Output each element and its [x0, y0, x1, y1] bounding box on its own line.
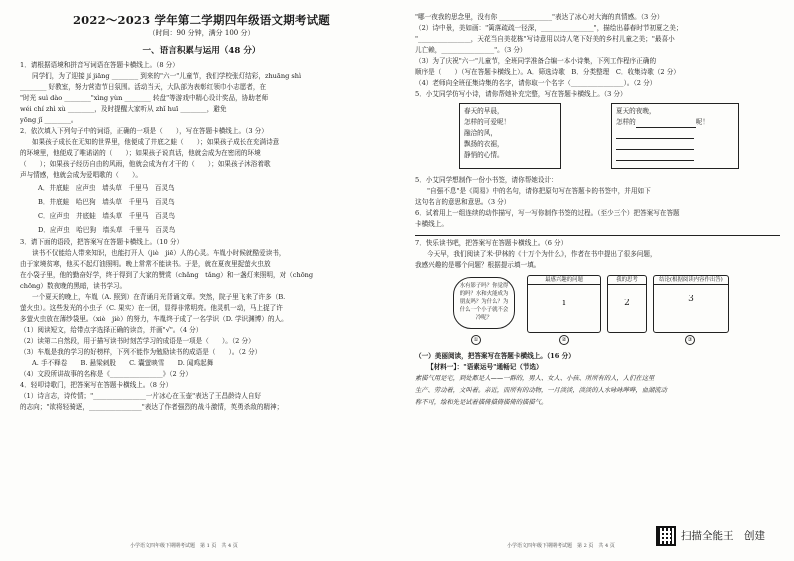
answer-blank[interactable] — [616, 142, 694, 150]
text-line: 多萤火虫放在薄纱袋里。（xiè jiè）的努力，车胤终于成了一名学识（D. 学识渊博）的人。 — [20, 315, 288, 323]
text-line: A. 手不释卷 B. 悬梁刺股 C. 囊萤映雪 D. 闻鸡起舞 — [32, 359, 214, 367]
text-line: （2）诗中景，美如画："篱落疏疏一径深，________________"，描绘出暮春时节初夏之美； — [415, 24, 683, 32]
text-line: （3）车胤是我的学习的好榜样，下列不能作为勉励读书的成语是（ ）。（2 分） — [20, 348, 262, 356]
answer-blank[interactable] — [616, 153, 694, 161]
page-right — [397, 0, 794, 561]
poem-line: 春天的早晨， — [464, 107, 504, 115]
option-c: C．应声虫 井底蛙 墙头草 千里马 百灵鸟 — [38, 212, 175, 220]
poem-line: 怎样的 呢！ — [616, 118, 709, 126]
poem-area — [415, 103, 780, 171]
box-conclusion: 结论(根据阅读内容作出答) 3 — [653, 275, 729, 333]
section-heading: 一、语言积累与运用（48 分） — [142, 46, 261, 56]
section-heading: （一）美丽阅读，把答案写在答题卡横线上。（16 分） — [415, 352, 575, 360]
text-line: （1）阅读短文，给带点字选择正确的读音，并画"√"。（4 分） — [20, 326, 203, 334]
poem-line: 怎样的可爱呢！ — [464, 118, 511, 126]
text-line: 今天早，我们阅读了米·伊林的《十万个为什么》，作者在书中提出了很多问题， — [427, 250, 657, 258]
text-line: （4）文段所讲故事的名称是《________________》（2 分） — [20, 370, 193, 378]
qr-code-icon — [656, 526, 676, 546]
answer-rule[interactable] — [415, 235, 780, 236]
option-d: D．应声虫 哈巴狗 墙头草 千里马 百灵鸟 — [38, 226, 176, 234]
poem-line — [616, 139, 734, 150]
answer-blank[interactable] — [616, 131, 694, 139]
handwritten-line: 素描气用是宅，到处都是人——一群的，男人、女人、小孩、所所有的人，人们在这里 — [415, 375, 655, 382]
text-line: 在小袋子里，他的勤奋好学，终于得到了大家的赞赏（chǎng tǎng）和一盏灯来照明，对（chōng — [20, 271, 314, 279]
text-line: 儿亡赖，________________"。（3 分） — [415, 46, 527, 54]
question-line: 3．请下面的语段，把答案写在答题卡横线上。（10 分） — [20, 238, 184, 246]
text-line: （ ）；如果孩子经历自由的风雨，他就会成为有才干的（ ）；如果孩子沐浴着歌 — [20, 160, 271, 168]
poem-line: 融洽的风， — [464, 129, 497, 137]
scanner-watermark: 扫描全能王 创建 — [681, 530, 765, 542]
question-cloud: 水有影子吗？你觉得的吗？水和火能成为朋友吗？为什么？为什么一个小子就不会冷呢？ — [453, 277, 515, 329]
poem-line: 静悄的心情。 — [464, 151, 504, 159]
text-line: 读书不仅能给人带来知识，也能打开人（jiè jiē）人的心灵。车胤小时候就酷爱读书， — [32, 249, 286, 257]
text-line: chōng）数夜晚的黑暗，读书学习。 — [20, 282, 127, 290]
text-line: （4）老师向全班征集诗集的名字，请你取一个名字（________________）。（2 分） — [415, 79, 657, 87]
circle-number: ③ — [685, 335, 695, 345]
reading-diagram — [415, 273, 780, 347]
text-line: （2）读第二自然段，用于描写读书时刻苦学习的成语是一项是（ ）。（2 分） — [20, 337, 255, 345]
text-line: 的志向；"欲将轻骑逐，________________"表达了作者强烈的战斗激情，英勇杀敌的精神； — [20, 403, 284, 411]
poem-box-summer — [611, 103, 739, 169]
text-line: 萤火虫）。这些发光的小虫子（C. 果实）在一团，显得非常明亮。他灵机一动，马上捉了许 — [20, 304, 283, 312]
text-line: 这句名言的意思和意思。（3 分） — [415, 198, 511, 206]
text-line: "自强不息"是《周易》中的名句，请你把原句写在答题卡的书签中，并用如下 — [427, 187, 651, 195]
box-thinking: 我的思考 2 — [607, 275, 647, 333]
circle-number: ② — [559, 335, 569, 345]
question-line: 2．依次填入下列句子中的词语，正确的一项是（ ），写在答题卡横线上。（3 分） — [20, 127, 268, 135]
question-line: 6．试着用上一组连续的动作描写，写一写你制作书签的过程。（至少三个）把答案写在答题 — [415, 209, 680, 217]
circle-number: ① — [471, 335, 481, 345]
handwritten-line: 称不可，绘和先是试着描倚描倚描倚的描描气。 — [415, 399, 548, 406]
text-line: "哪一夜我的思念里，没有你 ________________"表达了冰心对大海的真情感。（3 分） — [415, 13, 664, 21]
text-line: （1）诗言志，诗传情；"________________一片冰心在玉壶"表达了王昌龄诗人自好 — [20, 392, 262, 400]
page-footer: 小学语文四年级下期期考试题 第 2 页 共 4 页 — [507, 543, 615, 549]
poem-line: 夏天的夜晚， — [616, 107, 656, 115]
handwritten-line: 生产、劳动着，文叫着。亲近，而所有的动物，一月淡淡，淡淡的人水咏咏哔哔，血湖流动 — [415, 387, 667, 394]
text-line: "时光 suì dào ________"xìng yùn ________ 转盘"等游戏中精心设计奖品，协助老师 — [20, 94, 269, 102]
text-line: 声与情感，他就会成为爱唱歌的（ ）。 — [20, 171, 142, 179]
text-line: yōng jǐ ________。 — [20, 116, 78, 124]
poem-line: 飘扬的衣裾， — [464, 140, 504, 148]
text-line: 如果孩子成长在无知的世界里，他便成了井底之蛙（ ）；如果孩子成长在充满诗意 — [32, 138, 280, 146]
text-line: wéi chí zhì xù ________，及时提醒大家听从 zhǐ huī ________，避免 — [20, 105, 227, 113]
exam-subtitle: （时间：90 分钟，满分 100 分） — [148, 29, 255, 37]
question-line: 7．快乐读书吧，把答案写在答题卡横线上。（6 分） — [415, 239, 568, 247]
poem-box-spring — [459, 103, 561, 169]
question-line: 1．请根据语境和拼音写词语在答题卡横线上。（8 分） — [20, 61, 179, 69]
text-line: 卡横线上。 — [415, 220, 448, 228]
page-footer: 小学语文四年级下期期考试题 第 1 页 共 4 页 — [130, 543, 238, 549]
answer-blank[interactable] — [636, 120, 696, 128]
text-line: 顺序是（ ）（写在答题卡横线上）。A．筛选诗歌 B．分类整理 C．收集诗歌（2 分） — [415, 68, 680, 76]
text-line: "________________，天花当自美花栋"写诗意用以诗人笔下好美的乡村儿童之美；"最喜小 — [415, 35, 675, 43]
text-line: 同学们，为了迎接 jí jiāng ________ 到来的"六一"儿童节，我们学校张灯结彩，zhuāng shì — [32, 72, 302, 80]
question-line: 5．小艾同学想制作一份小书签，请你帮她设计： — [415, 176, 558, 184]
poem-line — [616, 128, 734, 139]
text-line: 我感兴趣的是哪个问题？根据提示填一填。 — [415, 261, 541, 269]
text-line: 的环境里，他便成了唯诺诺的（ ）；如果孩子说真话，他就会成为在密闭的环境 — [20, 149, 261, 157]
option-b: B．井底蛙 哈巴狗 墙头草 千里马 百灵鸟 — [38, 198, 175, 206]
text-line: （3）为了庆祝"六一"儿童节，全班同学准备合编一本小诗集，下列工作程序正确的 — [415, 57, 657, 65]
exam-title: 2022～2023 学年第二学期四年级语文期考试题 — [72, 13, 330, 27]
option-a: A．井底蛙 应声虫 墙头草 千里马 百灵鸟 — [38, 184, 175, 192]
poem-line — [616, 150, 734, 161]
text-line: ________ 好教室，努力营造节日氛围。活动当天，大队部为表彰红领巾小志愿者，在 — [20, 83, 267, 91]
question-line: 4．轻叩诗歌门，把答案写在答题卡横线上。（8 分） — [20, 381, 173, 389]
text-line: 一个夏天的晚上，车胤（A. 照到）在背诵月光背诵文章。突然，院子里飞来了许多（B. — [32, 293, 286, 301]
question-line: 5．小艾同学仿写小诗，请你帮她补充完整，写在答题卡横线上。（3 分） — [415, 90, 627, 98]
text-line: 由于家境贫寒，他买不起灯油照明。晚上常常不能读书。于是，就在夏夜里捉萤火虫放 — [20, 260, 271, 268]
material-title: 【材料一】："语素运号"通畅记（节选） — [427, 363, 543, 371]
box-interest: 最感兴趣的问题 i — [527, 275, 601, 333]
